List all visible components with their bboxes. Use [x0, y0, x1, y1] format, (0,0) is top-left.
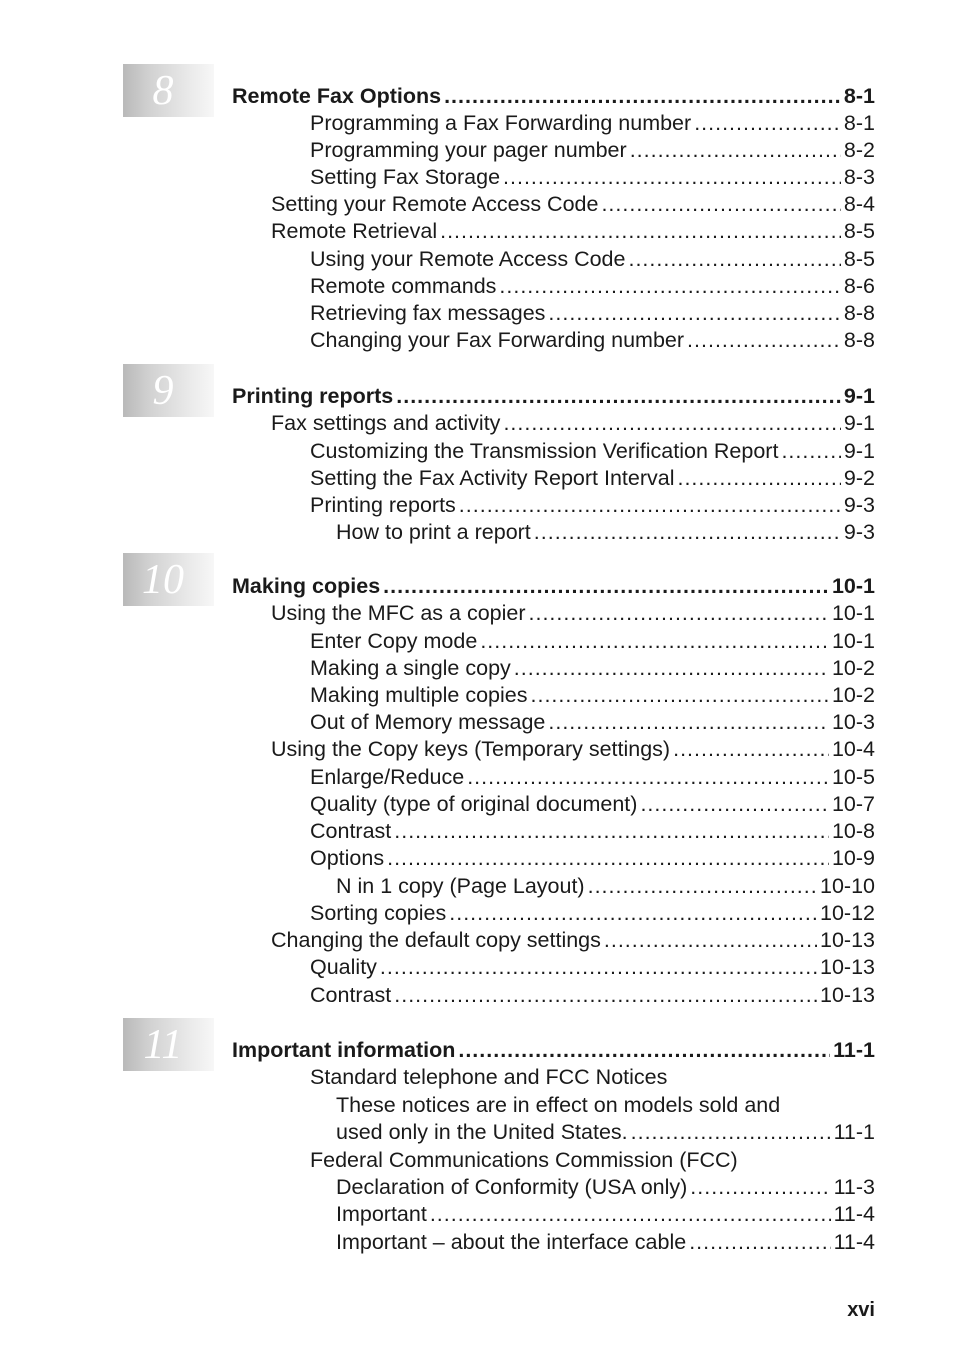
chapter-number: 10 — [142, 556, 184, 603]
entry-title: Remote commands — [310, 274, 497, 298]
dot-leader — [480, 628, 829, 655]
entry-page: 8-5 — [843, 219, 875, 243]
dot-leader — [531, 682, 829, 709]
dot-leader — [503, 164, 841, 191]
dot-leader — [459, 492, 841, 519]
entry-title: Retrieving fax messages — [310, 301, 546, 325]
dot-leader — [673, 736, 829, 763]
entry-page: 10-12 — [820, 901, 875, 925]
toc-entry[interactable] — [310, 791, 875, 818]
entry-page: 8-3 — [843, 165, 875, 189]
entry-page: 9-1 — [843, 411, 875, 435]
entry-page: 10-1 — [831, 574, 875, 598]
entry-page: 8-8 — [843, 301, 875, 325]
entry-page: 10-9 — [831, 846, 875, 870]
dot-leader — [440, 218, 841, 245]
toc-entry[interactable] — [271, 736, 875, 763]
toc-entry-heading[interactable] — [232, 83, 875, 110]
entry-title: Declaration of Conformity (USA only) — [336, 1175, 688, 1199]
toc-entry-heading[interactable] — [232, 383, 875, 410]
entry-title: used only in the United States. — [336, 1120, 628, 1144]
entry-page: 11-4 — [833, 1230, 875, 1254]
entry-page: 8-1 — [843, 111, 875, 135]
toc-entry[interactable] — [310, 954, 875, 981]
toc-entry-heading[interactable] — [232, 573, 875, 600]
entry-title: Using your Remote Access Code — [310, 247, 626, 271]
entry-page: 11-4 — [833, 1202, 875, 1226]
toc-entry[interactable] — [336, 1119, 875, 1146]
toc-entry[interactable] — [310, 465, 875, 492]
entry-page: 8-5 — [843, 247, 875, 271]
dot-leader — [396, 383, 841, 410]
chapter-number: 11 — [143, 1021, 183, 1068]
entry-title: Out of Memory message — [310, 710, 546, 734]
dot-leader — [383, 573, 829, 600]
entry-title: Setting Fax Storage — [310, 165, 501, 189]
entry-page: 8-2 — [843, 138, 875, 162]
entry-title: Sorting copies — [310, 901, 447, 925]
toc-entry[interactable] — [310, 273, 875, 300]
dot-leader — [640, 791, 829, 818]
chapter-number: 8 — [152, 67, 174, 114]
entry-title: Quality (type of original document) — [310, 792, 638, 816]
toc-entry[interactable] — [310, 818, 875, 845]
entry-title: Important – about the interface cable — [336, 1230, 687, 1254]
toc-entry[interactable] — [310, 1147, 875, 1174]
entry-title: Remote Retrieval — [271, 219, 438, 243]
toc-entry[interactable] — [310, 246, 875, 273]
toc-entry[interactable] — [336, 873, 875, 900]
toc-entry[interactable] — [271, 218, 875, 245]
entry-title: Using the MFC as a copier — [271, 601, 526, 625]
toc-entry[interactable] — [310, 982, 875, 1009]
toc-entry[interactable] — [310, 682, 875, 709]
toc-entry[interactable] — [310, 164, 875, 191]
toc-entry-heading[interactable] — [232, 1037, 875, 1064]
dot-leader — [430, 1201, 831, 1228]
entry-page: 10-13 — [820, 955, 875, 979]
toc-entry[interactable] — [310, 110, 875, 137]
entry-page: 10-1 — [831, 601, 875, 625]
toc-entry[interactable] — [271, 600, 875, 627]
dot-leader — [514, 655, 829, 682]
entry-page: 8-6 — [843, 274, 875, 298]
dot-leader — [604, 927, 817, 954]
dot-leader — [380, 954, 817, 981]
entry-title: Changing the default copy settings — [271, 928, 601, 952]
entry-title: Making copies — [232, 574, 381, 598]
toc-entry[interactable] — [271, 927, 875, 954]
dot-leader — [467, 764, 829, 791]
entry-title: Setting your Remote Access Code — [271, 192, 599, 216]
toc-entry[interactable] — [336, 1092, 875, 1119]
toc-entry[interactable] — [310, 655, 875, 682]
dot-leader — [687, 327, 841, 354]
entry-title: Standard telephone and FCC Notices — [310, 1065, 668, 1089]
entry-title: Remote Fax Options — [232, 84, 442, 108]
toc-entry[interactable] — [271, 191, 875, 218]
entry-page: 11-1 — [833, 1038, 875, 1062]
entry-title: Customizing the Transmission Verification Report — [310, 439, 779, 463]
entry-page: 11-1 — [833, 1120, 875, 1144]
dot-leader — [499, 273, 841, 300]
entry-page: 9-3 — [843, 520, 875, 544]
entry-page: 10-7 — [831, 792, 875, 816]
entry-title: Making a single copy — [310, 656, 511, 680]
entry-page: 10-3 — [831, 710, 875, 734]
entry-title: How to print a report — [336, 520, 531, 544]
toc-entry[interactable] — [310, 438, 875, 465]
dot-leader — [588, 873, 817, 900]
entry-title: Important information — [232, 1038, 456, 1062]
entry-title: Enter Copy mode — [310, 629, 478, 653]
dot-leader — [677, 465, 840, 492]
entry-title: Using the Copy keys (Temporary settings) — [271, 737, 671, 761]
entry-title: Fax settings and activity — [271, 411, 501, 435]
chapter-tab — [123, 64, 214, 117]
entry-page: 10-10 — [820, 874, 875, 898]
toc-entry[interactable] — [310, 1064, 875, 1091]
entry-title: Making multiple copies — [310, 683, 528, 707]
toc-entry[interactable] — [271, 410, 875, 437]
toc-entry[interactable] — [310, 137, 875, 164]
toc-entry[interactable] — [310, 327, 875, 354]
toc-entry[interactable] — [336, 1174, 875, 1201]
entry-page: 9-2 — [843, 466, 875, 490]
entry-title: Printing reports — [232, 384, 394, 408]
toc-entry[interactable] — [310, 845, 875, 872]
toc-entry[interactable] — [336, 519, 875, 546]
entry-page: 10-8 — [831, 819, 875, 843]
dot-leader — [394, 982, 817, 1009]
entry-title: Contrast — [310, 983, 392, 1007]
dot-leader — [694, 110, 841, 137]
entry-title: These notices are in effect on models sold and — [336, 1093, 781, 1117]
entry-title: Printing reports — [310, 493, 456, 517]
dot-leader — [690, 1174, 830, 1201]
toc-entry[interactable] — [310, 492, 875, 519]
entry-title: Federal Communications Commission (FCC) — [310, 1148, 738, 1172]
dot-leader — [529, 600, 829, 627]
dot-leader — [630, 137, 841, 164]
dot-leader — [548, 300, 841, 327]
entry-title: N in 1 copy (Page Layout) — [336, 874, 585, 898]
chapter-number: 9 — [152, 367, 174, 414]
chapter-tab — [123, 1018, 214, 1071]
dot-leader — [444, 83, 841, 110]
dot-leader — [689, 1229, 830, 1256]
dot-leader — [631, 1119, 831, 1146]
entry-title: Programming a Fax Forwarding number — [310, 111, 692, 135]
entry-page: 9-1 — [843, 384, 875, 408]
dot-leader — [628, 246, 840, 273]
page-number: xvi — [847, 1299, 875, 1321]
dot-leader — [449, 900, 817, 927]
entry-title: Changing your Fax Forwarding number — [310, 328, 685, 352]
dot-leader — [503, 410, 840, 437]
entry-page: 10-5 — [831, 765, 875, 789]
entry-page: 8-1 — [843, 84, 875, 108]
entry-page: 11-3 — [833, 1175, 875, 1199]
entry-page: 10-13 — [820, 983, 875, 1007]
entry-page: 10-2 — [831, 656, 875, 680]
entry-page: 8-8 — [843, 328, 875, 352]
entry-title: Setting the Fax Activity Report Interval — [310, 466, 675, 490]
dot-leader — [548, 709, 829, 736]
toc-entry[interactable] — [310, 764, 875, 791]
entry-page: 10-2 — [831, 683, 875, 707]
dot-leader — [601, 191, 840, 218]
toc-entry[interactable] — [310, 628, 875, 655]
toc-entry[interactable] — [310, 709, 875, 736]
dot-leader — [781, 438, 840, 465]
toc-entry[interactable] — [336, 1201, 875, 1228]
entry-title: Quality — [310, 955, 377, 979]
entry-page: 8-4 — [843, 192, 875, 216]
entry-page: 10-4 — [831, 737, 875, 761]
entry-title: Programming your pager number — [310, 138, 627, 162]
chapter-tab — [123, 553, 214, 606]
toc-entry[interactable] — [310, 900, 875, 927]
entry-title: Options — [310, 846, 385, 870]
dot-leader — [458, 1037, 830, 1064]
dot-leader — [394, 818, 829, 845]
entry-page: 9-3 — [843, 493, 875, 517]
toc-entry[interactable] — [336, 1229, 875, 1256]
dot-leader — [534, 519, 841, 546]
entry-title: Important — [336, 1202, 427, 1226]
dot-leader — [387, 845, 829, 872]
entry-page: 9-1 — [843, 439, 875, 463]
entry-title: Contrast — [310, 819, 392, 843]
chapter-tab — [123, 364, 214, 417]
entry-title: Enlarge/Reduce — [310, 765, 465, 789]
toc-entry[interactable] — [310, 300, 875, 327]
entry-page: 10-1 — [831, 629, 875, 653]
entry-page: 10-13 — [820, 928, 875, 952]
